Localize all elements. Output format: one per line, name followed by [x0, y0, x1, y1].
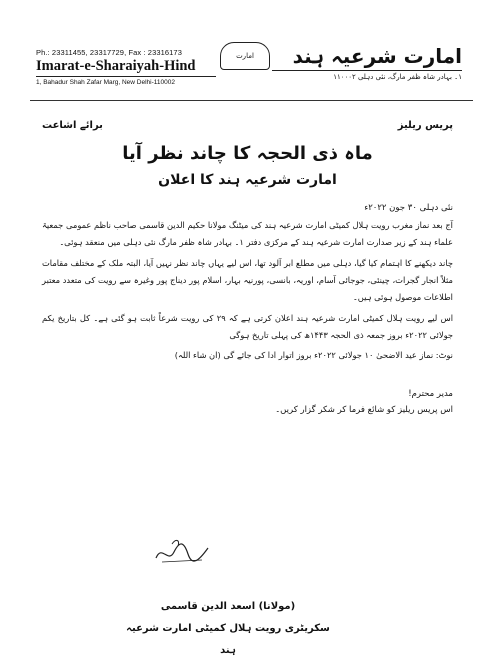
letterhead — [22, 38, 482, 102]
paragraph-announcement: اس لیے رویت ہلال کمیٹی امارت شرعیہ ہند اعلان کرتی ہے کہ ۲۹ کی رویت شرعاً ثابت ہو گئی ہے۔ کل بتاریخ یکم جولائی ۲۰۲۲ء بروز جمعہ ذی الحجہ ۱۴۴۳ھ کی پہلی تاریخ ہوگی — [42, 313, 453, 340]
letterhead-english — [36, 48, 216, 86]
closing — [42, 386, 453, 418]
closing-request: اس پریس ریلیز کو شائع فرما کر شکر گزار کریں۔ — [275, 405, 453, 415]
paragraph-sighting: چاند دیکھنے کا اہتمام کیا گیا، دہلی میں مطلع ابر آلود تھا، اس لیے یہاں چاند نظر نہیں آیا، البتہ ملک کے مختلف مقامات مثلاً انجار گجرات، چینئی، جوجائی آسام، اوریہ، بانسی، پورنیہ بہار، اسلام پور دیناج پور وغیرہ سے رویت کی متعدد معتبر اطلاعات موصول ہوئی ہیں۔ — [42, 258, 453, 302]
signatory-name: (مولانا) اسعد الدین قاسمی — [160, 601, 296, 612]
contact-numbers: Ph.: 23311455, 23317729, Fax : 23316173 — [36, 48, 182, 57]
seal-text: امارت — [236, 52, 254, 60]
letterhead-divider — [30, 100, 473, 101]
press-release-body — [42, 114, 453, 418]
press-release-label: پریس ریلیز — [397, 120, 453, 131]
subheadline: امارت شرعیہ ہند کا اعلان — [158, 172, 337, 188]
seal-logo — [220, 42, 270, 70]
eid-note: نوٹ: نماز عید الاضحیٰ ۱۰ جولائی ۲۰۲۲ء بروز اتوار ادا کی جائے گی (ان شاء اللہ) — [174, 350, 453, 360]
salutation: مدیر محترم! — [408, 389, 453, 399]
organization-name-english: Imarat-e-Sharaiyah-Hind — [36, 58, 196, 74]
handwritten-signature — [152, 534, 212, 570]
address-urdu: ۱۔ بہادر شاہ ظفر مارگ، نئی دہلی ۱۱۰۰۰۲ — [272, 70, 462, 81]
release-date: نئی دہلی ۳۰ جون ۲۰۲۲ء — [364, 203, 453, 213]
for-publication-label: برائے اشاعت — [42, 120, 103, 131]
signatory-title: سکریٹری رویت ہلال کمیٹی امارت شرعیہ ہند — [126, 623, 330, 656]
signature-block — [118, 596, 338, 662]
release-header-row — [42, 120, 453, 131]
paragraph-meeting: آج بعد نماز مغرب رویت ہلال کمیٹی امارت شرعیہ ہند کی میٹنگ مولانا حکیم الدین قاسمی صاحب ناظم عمومی جمعیۃ علماء ہند کے زیر صدارت امارت شرعیہ ہند کے مرکزی دفتر ۱۔ بہادر شاہ ظفر مارگ نئی دہلی میں منعقد ہوئی۔ — [42, 220, 453, 247]
letterhead-urdu — [272, 44, 462, 81]
address-english: 1, Bahadur Shah Zafar Marg, New Delhi-110002 — [36, 76, 216, 86]
organization-name-urdu: امارت شرعیہ ہند — [292, 44, 462, 68]
headline: ماہ ذی الحجہ کا چاند نظر آیا — [122, 143, 373, 164]
